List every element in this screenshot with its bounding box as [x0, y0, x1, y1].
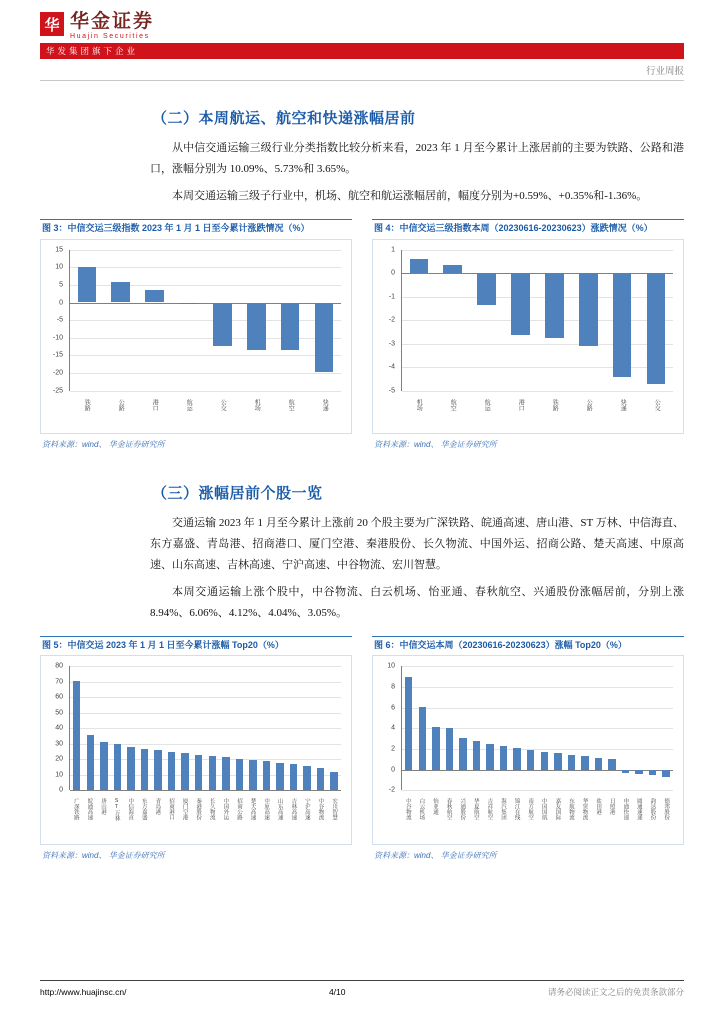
section2-paragraph-2: 本周交通运输三级子行业中，机场、航空和航运涨幅居前，幅度分别为+0.59%、+0.35%和-1.36%。	[172, 189, 648, 202]
figure5-bar-chart: 80 70 60 50 40 30 20 10 0 广深铁路 皖通高速 唐山港 ST万林 中信海直 东方嘉盛 青岛港 招商港口 厦门空港 秦港股份 长久物流 中国外运 招商公路 楚天高速 中原高速 山东高速 吉林高速 宁沪高速 中谷物流 宏川智慧	[43, 658, 349, 842]
figure-row-2	[40, 636, 684, 862]
figure3-chart-box	[40, 239, 352, 434]
figure-5	[40, 636, 352, 862]
footer-url[interactable]: http://www.huajinsc.cn/	[40, 987, 127, 997]
page-footer	[40, 980, 684, 998]
figure6-caption: 图 6：中信交运本周（20230616-20230623）涨幅 Top20（%）	[372, 636, 684, 656]
figure5-caption: 图 5：中信交运 2023 年 1 月 1 日至今累计涨幅 Top20（%）	[40, 636, 352, 656]
section2-body	[150, 138, 684, 207]
logo-glyph: 华	[44, 16, 60, 34]
figure-row-1	[40, 219, 684, 450]
footer-page-number: 4/10	[328, 987, 346, 997]
brand-row	[40, 12, 684, 40]
figure-4	[372, 219, 684, 450]
tagline-bar	[40, 43, 684, 59]
doc-type-label: 行业周报	[645, 65, 684, 77]
figure-6	[372, 636, 684, 862]
section3-paragraph-1: 交通运输 2023 年 1 月至今累计上涨前 20 个股主要为广深铁路、皖通高速、唐山港、ST 万林、中信海直、东方嘉盛、青岛港、招商港口、厦门空港、秦港股份、长久物流、中国外运、招商公路、楚天高速、中原高速、山东高速、吉林高速、宁沪高速、中谷物流、宏川智慧。	[150, 516, 684, 571]
huajin-logo-icon	[40, 12, 64, 36]
figure3-source: 资料来源：wind、 华金证券研究所	[42, 439, 165, 449]
figure3-caption: 图 3：中信交运三级指数 2023 年 1 月 1 日至今累计涨跌情况（%）	[40, 219, 352, 239]
figure4-bar-chart: 1 0 -1 -2 -3 -4 -5 机场 航空 航运 港口 铁路 公路 快递 公交	[375, 242, 681, 431]
section3-body	[150, 513, 684, 624]
doc-type-row	[40, 59, 684, 81]
figure-3	[40, 219, 352, 450]
section3-paragraph-2: 本周交通运输上涨个股中，中谷物流、白云机场、怡亚通、春秋航空、兴通股份涨幅居前，分别上涨 8.94%、6.06%、4.12%、4.04%、3.05%。	[150, 585, 684, 619]
figure4-chart-box	[372, 239, 684, 434]
figure6-bar-chart: 10 8 6 4 2 0 -2 中谷物流 白云机场 怡亚通 春秋航空 兴通股份 华夏航空 吉祥航空 海汽集团 锦江在线 南方航空 中国国航 嘉友国际 东航物流 华贸物流 盐田港 日照港 申通快递 圆通速递 韵达股份 德邦股份	[375, 658, 681, 842]
figure4-source: 资料来源：wind、 华金证券研究所	[374, 439, 497, 449]
figure4-caption: 图 4：中信交运三级指数本周（20230616-20230623）涨跌情况（%）	[372, 219, 684, 239]
section2-title: （二）本周航运、航空和快递涨幅居前	[152, 110, 416, 127]
brand-text	[70, 12, 154, 40]
section3-title: （三）涨幅居前个股一览	[152, 485, 323, 502]
figure6-source: 资料来源：wind、 华金证券研究所	[374, 851, 497, 861]
tagline-text: 华发集团旗下企业	[46, 45, 139, 56]
brand-name: 华金证券	[70, 11, 155, 32]
figure5-chart-box	[40, 655, 352, 845]
figure6-chart-box	[372, 655, 684, 845]
section2-paragraph-1: 从中信交通运输三级行业分类指数比较分析来看，2023 年 1 月至今累计上涨居前的主要为铁路、公路和港口，涨幅分别为 10.09%、5.73%和 3.65%。	[150, 141, 684, 175]
page-header	[40, 12, 684, 81]
footer-disclaimer: 请务必阅读正文之后的免责条款部分	[547, 987, 684, 997]
figure5-source: 资料来源：wind、 华金证券研究所	[42, 851, 165, 861]
figure3-bar-chart: 15 10 5 0 -5 -10 -15 -20 -25 铁路 公路 港口 航运 公交 机场 航空 快递	[43, 242, 349, 431]
brand-name-en: Huajin Securities	[70, 32, 150, 40]
